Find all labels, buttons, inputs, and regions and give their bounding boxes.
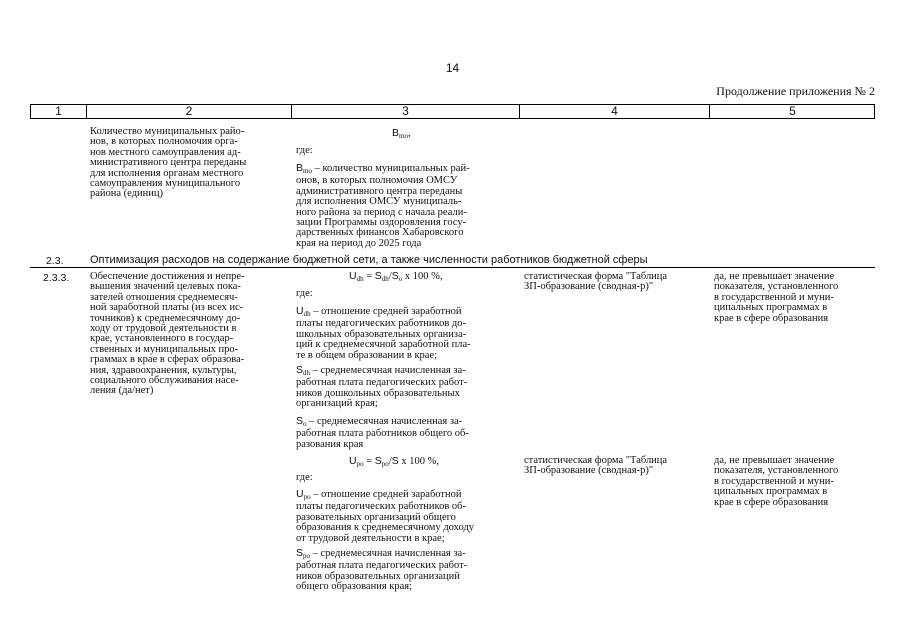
formula-part: / [388, 271, 392, 282]
definition-symbol: B [296, 162, 304, 174]
formula-part: х 100 %, [402, 271, 443, 282]
source-form-b: статистическая форма "Таблица ЗП-образование (сводная-р)" [524, 455, 668, 477]
definition-so [296, 416, 469, 450]
formula-part: = [363, 456, 375, 467]
column-header-5: 5 [789, 104, 796, 118]
where-label: где: [296, 472, 313, 483]
formula-udh [349, 270, 442, 283]
formula-sub: po [356, 460, 364, 468]
definition-text: – среднемесячная начисленная за- работная плата педагогических работ- ников образовательных организаций общего образования края; [296, 548, 468, 593]
formula-part: S [391, 455, 399, 467]
column-header-2: 2 [185, 104, 193, 118]
definition-text: – среднемесячная начисленная за- работная плата педагогических работ- ников дошкольных образовательных организаций края; [296, 365, 468, 410]
definition-symbol: S [296, 547, 304, 559]
row-number: 2.3.3. [43, 272, 70, 284]
formula-part: S [374, 270, 382, 282]
definition-symbol: S [296, 415, 304, 427]
definition-symbol: U [296, 488, 304, 500]
formula-sub: o [398, 275, 403, 283]
table-header-row [30, 104, 875, 119]
section-title: Оптимизация расходов на содержание бюджетной сети, а также численности работников бюджетной сферы [90, 254, 648, 266]
row-description: Обеспечение достижения и непре- вышения значений целевых пока- зателей отношения среднемесяч- ной заработной платы (из всех ис- точников) к среднемесячному до- ходу от трудовой деятельности в крае, установленного в государ- ственных и муниципальных про- граммах в крае в сферах образова- ния, здравоохранения, культуры, социального обслуживания насе- ления (да/нет) [90, 271, 245, 397]
definition-symbol: S [296, 364, 304, 376]
formula-tail: , [407, 128, 411, 139]
formula-part: х 100 %, [398, 456, 439, 467]
column-header-3: 3 [402, 104, 409, 118]
block1-description: Количество муниципальных райо- нов, в которых полномочия орга- нов местного самоуправления ад- министративного центра переданы для исполнения органам местного самоуправления муниципального района (единиц) [90, 126, 247, 200]
criterion-b: да, не превышает значение показателя, установленного в государственной и муни- ципальных программах в крае в сфере образования [714, 455, 839, 508]
definition-text: – отношение средней заработной платы педагогических работников об- разовательных организаций общего образования к среднемесячному доходу от трудовой деятельности в крае; [296, 489, 475, 544]
definition-text: – среднемесячная начисленная за- работная плата работников общего об- разования края [296, 416, 469, 450]
definition-subscript: mo [303, 167, 312, 175]
formula-part: / [388, 456, 392, 467]
definition-subscript: dh [303, 310, 311, 318]
formula-upo [349, 455, 439, 468]
formula-part: U [349, 270, 357, 282]
definition-subscript: o [303, 420, 307, 428]
page-number: 14 [445, 61, 460, 75]
definition-sdh [296, 365, 467, 410]
column-header-1: 1 [55, 104, 62, 118]
block1-where: где: [296, 145, 313, 156]
definition-upo [296, 489, 474, 544]
formula-sub: po [381, 460, 389, 468]
definition-text: – количество муниципальных рай- онов, в которых полномочия ОМСУ административного центра переданы для исполнения ОМСУ муниципаль- ного района за период с начала реали- зации Программы оздоровления госу- дарственных финансов Хабаровского края на период до 2025 года [296, 163, 470, 249]
formula-part: S [391, 270, 399, 282]
formula-part: U [349, 455, 357, 467]
definition-text: – отношение средней заработной платы педагогических работников до- школьных образовательных организа- ций к среднемесячной заработной пла- те в общем образовании в крае; [296, 306, 471, 361]
block1-definition [296, 163, 470, 249]
definition-symbol: U [296, 305, 304, 317]
definition-spo [296, 548, 467, 593]
formula-subscript: mo [399, 132, 408, 140]
definition-udh [296, 306, 471, 361]
formula-sub: dh [381, 275, 389, 283]
definition-subscript: po [303, 493, 311, 501]
section-number: 2.3. [46, 255, 64, 267]
criterion-a: да, не превышает значение показателя, установленного в государственной и муни- ципальных программах в крае в сфере образования [714, 271, 839, 324]
formula-part: = [363, 271, 375, 282]
definition-subscript: po [303, 552, 311, 560]
formula-symbol: B [392, 127, 400, 139]
formula-part: S [374, 455, 382, 467]
definition-subscript: dh [303, 369, 311, 377]
column-header-4: 4 [611, 104, 618, 118]
block1-formula [392, 127, 411, 140]
formula-sub: dh [356, 275, 364, 283]
continuation-label: Продолжение приложения № 2 [716, 84, 875, 98]
source-form-a: статистическая форма "Таблица ЗП-образование (сводная-р)" [524, 271, 668, 293]
where-label: где: [296, 288, 313, 299]
section-rule [30, 267, 875, 268]
